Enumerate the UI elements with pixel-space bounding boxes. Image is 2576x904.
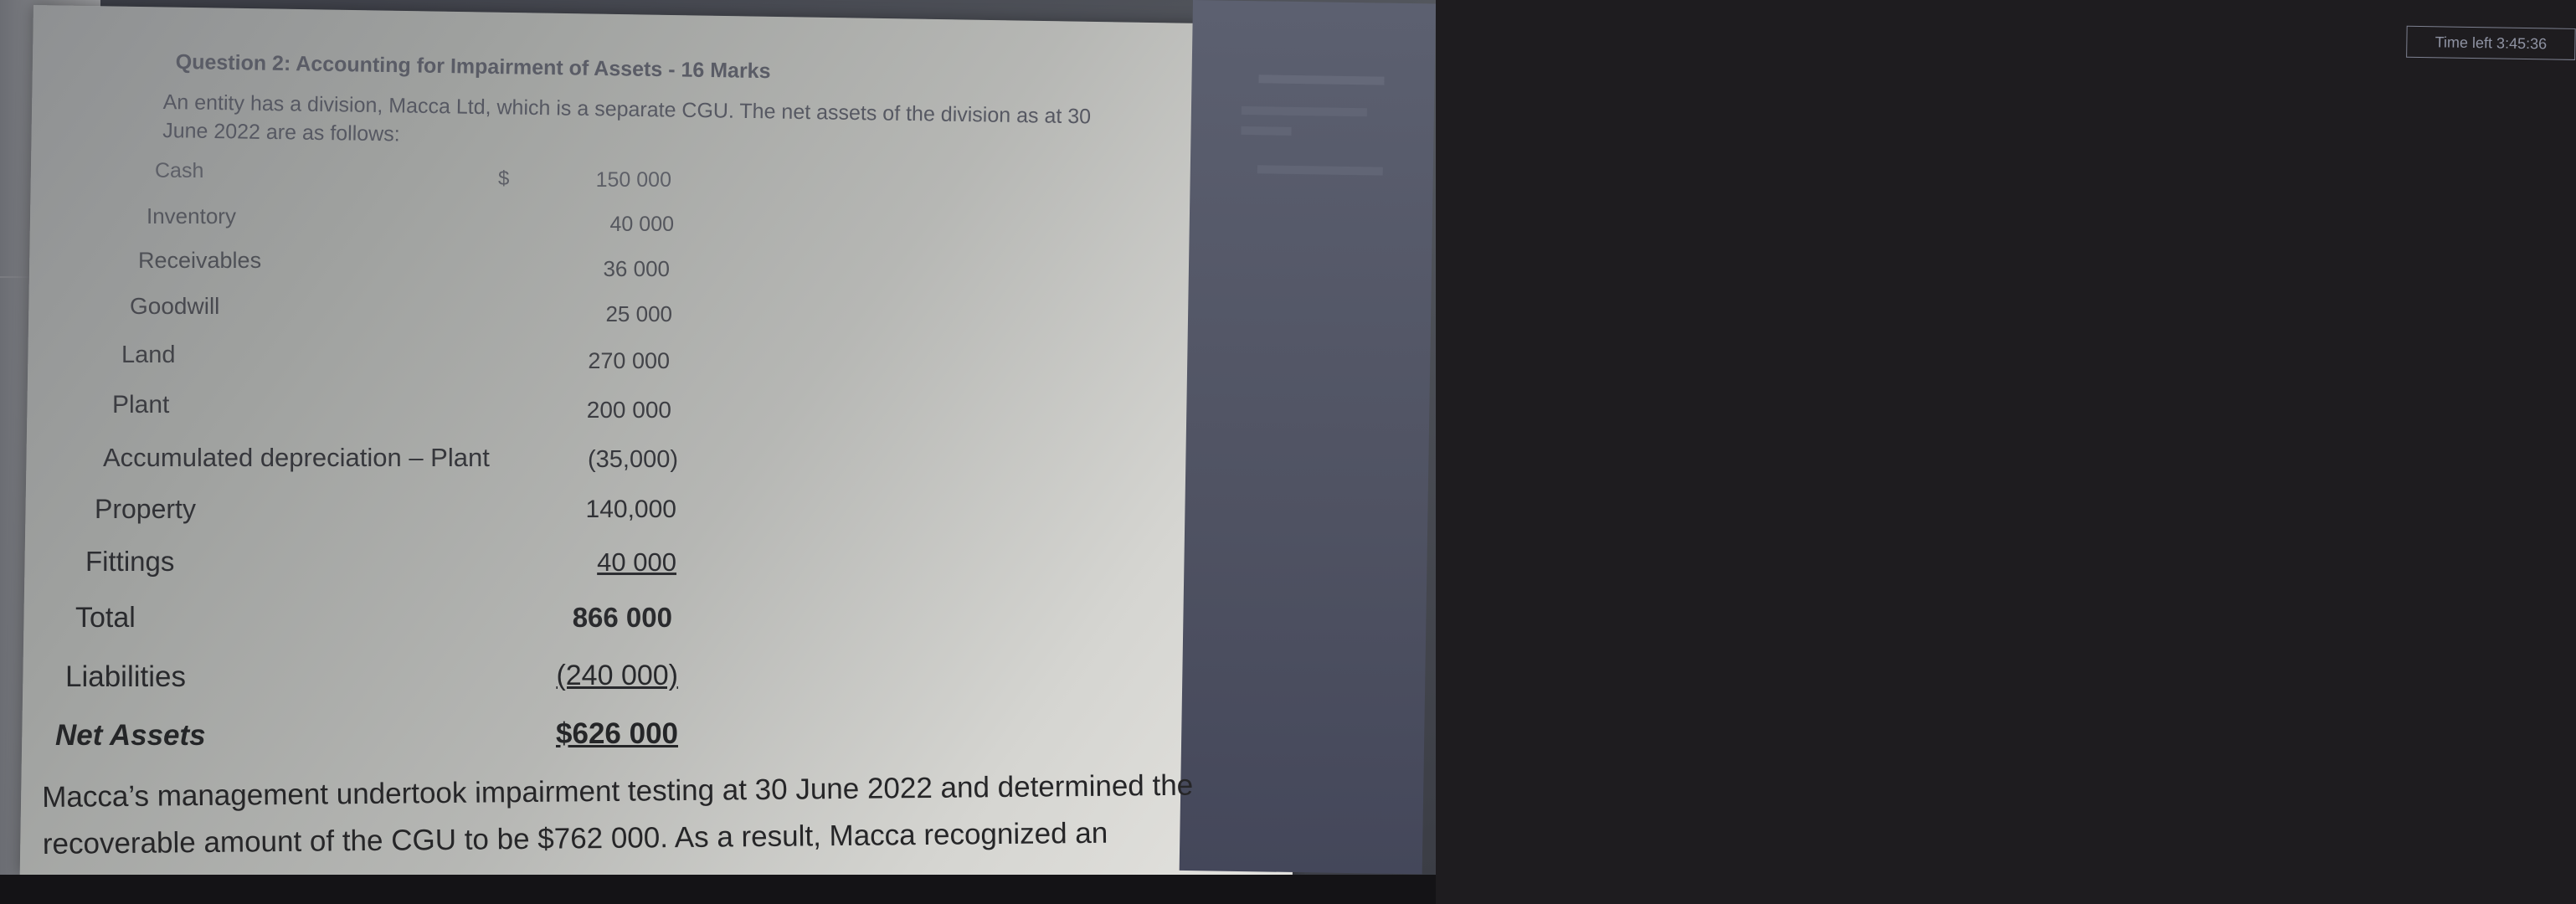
asset-value: 140,000: [585, 496, 676, 523]
asset-label: Property: [95, 494, 196, 524]
sidebar-faint-line: [1258, 74, 1384, 85]
question-closing-text: Macca’s management undertook impairment testing at 30 June 2022 and determined the recoverable amount of the CGU to be $762 000. As a result, Macca recognized an: [42, 768, 1194, 860]
net-assets-value: $626 000: [556, 717, 678, 750]
question-title: Question 2: Accounting for Impairment of Assets - 16 Marks: [175, 50, 771, 84]
sidebar-faint-line: [1242, 106, 1367, 116]
time-left-timer: Time left 3:45:36: [2406, 26, 2576, 60]
quiz-navigation-sidebar: [1180, 0, 2548, 874]
asset-label: Receivables: [138, 248, 262, 273]
asset-value: (35,000): [587, 446, 678, 473]
total-label: Total: [75, 602, 136, 634]
asset-value: 25 000: [605, 301, 672, 326]
asset-value: 150 000: [595, 168, 671, 192]
currency-symbol: $: [498, 167, 510, 190]
liabilities-label: Liabilities: [65, 660, 186, 693]
total-value: 866 000: [572, 602, 672, 633]
liabilities-value: (240 000): [556, 660, 678, 691]
asset-label: Land: [121, 342, 176, 368]
asset-value: 40 000: [609, 213, 674, 236]
screen-bezel: [0, 875, 1436, 904]
asset-label: Plant: [112, 391, 170, 419]
asset-label: Fittings: [85, 546, 175, 577]
asset-label: Goodwill: [130, 293, 220, 319]
asset-value: 200 000: [586, 397, 671, 423]
asset-label: Inventory: [147, 203, 236, 229]
net-assets-label: Net Assets: [55, 719, 206, 752]
question-intro: An entity has a division, Macca Ltd, which is a separate CGU. The net assets of the division as at 30 June 2022 are as follows:: [162, 90, 1092, 146]
asset-label: Cash: [155, 159, 204, 182]
sidebar-faint-line: [1241, 126, 1291, 136]
asset-value: 270 000: [588, 348, 670, 373]
asset-label: Accumulated depreciation – Plant: [103, 443, 490, 472]
sidebar-faint-line[interactable]: [1257, 165, 1383, 175]
asset-value: 40 000: [597, 547, 676, 577]
asset-value: 36 000: [603, 256, 670, 281]
